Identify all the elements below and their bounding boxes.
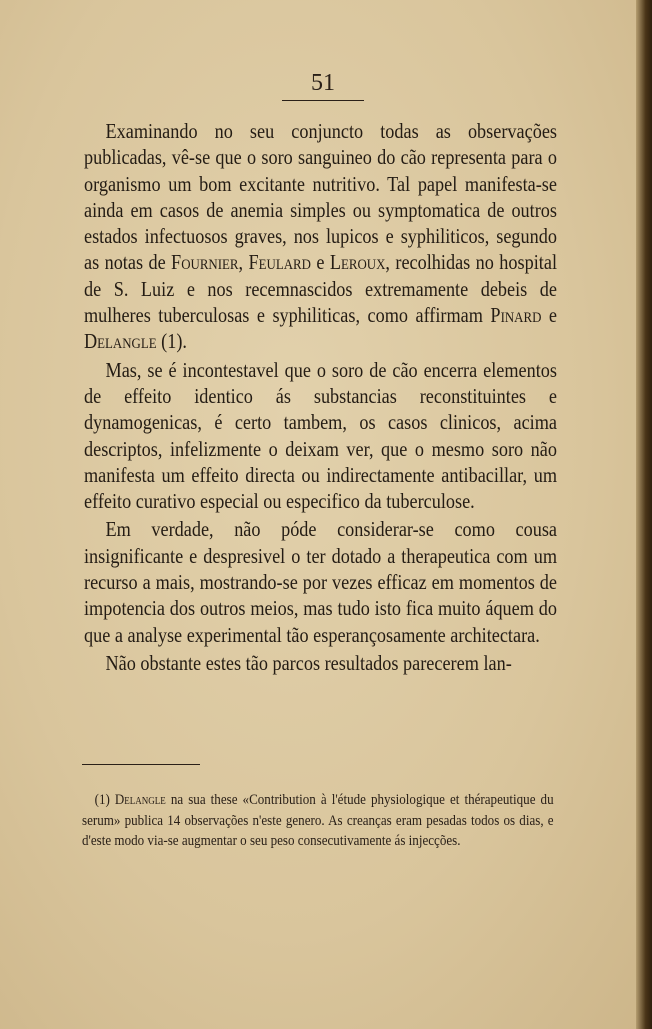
paragraph-1-text-b: , recolhidas no hospital de S. Luiz e nos recemnascidos extremamente debeis de mulheres tuberculosas e syphiliticas, como affirmam (84, 250, 558, 328)
paragraph-1 (84, 118, 557, 355)
footnote-rule (82, 764, 200, 765)
separator: e (541, 303, 557, 328)
paragraph-2: Mas, se é incontestavel que o soro de cão encerra elementos de effeito identico ás substancias reconstituintes e dynamogenicas, é certo tambem, os casos clinicos, acima descriptos, infelizmente o deixam ver, que o mesmo soro não manifesta um effeito directa ou indirectamente antibacillar, um effeito curativo especial ou especifico da tuberculose. (84, 357, 557, 514)
author-name-leroux: Leroux (329, 250, 386, 275)
footnote-author-name: Delangle (114, 792, 166, 808)
footnote (82, 790, 554, 852)
book-edge (636, 0, 652, 1029)
separator: , (238, 250, 249, 275)
author-name-delangle: Delangle (84, 329, 157, 354)
page-number: 51 (311, 70, 335, 96)
paragraph-1-text-a: Examinando no seu conjuncto todas as observações publicadas, vê-se que o soro sanguineo do cão representa para o organismo um bom excitante nutritivo. Tal papel manifesta-se ainda em casos de anemia simples ou symptomatica de outros estados infectuosos graves, nos lupicos e syphiliticos, segundo as notas de (84, 119, 557, 275)
author-name-feulard: Feulard (248, 250, 311, 275)
paragraph-3: Em verdade, não póde considerar-se como cousa insignificante e despresivel o ter dotado a therapeutica com um recurso a mais, mostrando-se por vezes efficaz em momentos de impotencia dos outros meios, mas tudo isto fica muito áquem do que a analyse experimental tão esperançosamente architectara. (84, 517, 557, 647)
separator: e (310, 250, 330, 275)
footnote-text: na sua these «Contribution à l'étude physiologique et thérapeutique du serum» publica 14 observações n'este genero. As creanças eram pesadas todos os dias, e d'este modo via-se augmentar o seu peso consecutivamente ás injecções. (82, 792, 554, 849)
paragraph-4: Não obstante estes tão parcos resultados parecerem lan- (105, 650, 512, 675)
footnote-marker: (1) (94, 792, 115, 808)
author-name-fournier: Fournier (171, 250, 239, 275)
footnote-reference: (1). (156, 329, 187, 354)
page-number-rule (282, 100, 364, 101)
author-name-pinard: Pinard (490, 303, 542, 328)
body-text (84, 118, 557, 676)
